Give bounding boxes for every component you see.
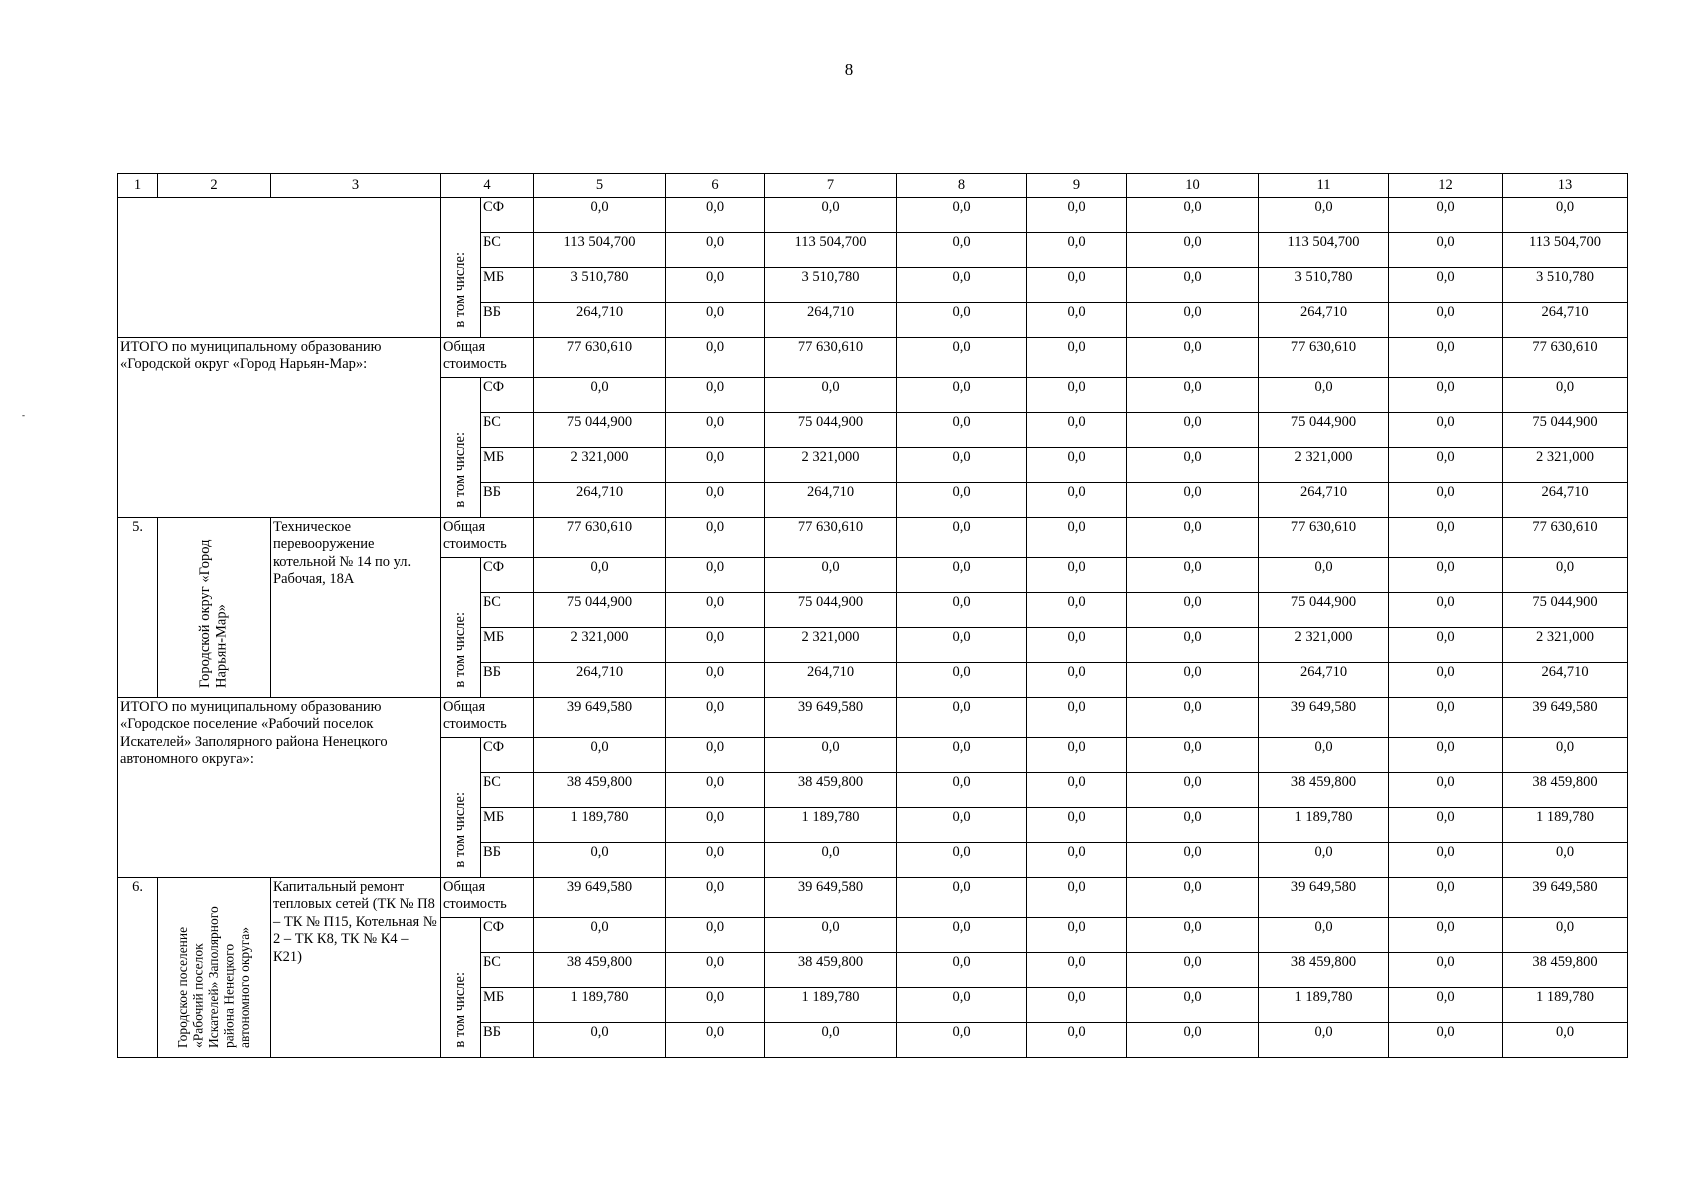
column-number: 8 (897, 174, 1027, 198)
value-cell: 0,0 (666, 1023, 765, 1058)
value-cell: 264,710 (534, 303, 666, 338)
value-cell: 0,0 (1389, 988, 1503, 1023)
fund-type: БС (481, 773, 534, 808)
value-cell: 0,0 (1127, 233, 1259, 268)
fund-type: СФ (481, 918, 534, 953)
value-cell: 0,0 (1127, 448, 1259, 483)
value-cell: 0,0 (1027, 663, 1127, 698)
value-cell: 0,0 (1027, 953, 1127, 988)
column-number: 1 (118, 174, 158, 198)
value-cell: 0,0 (897, 483, 1027, 518)
value-cell: 0,0 (1503, 558, 1628, 593)
value-cell: 75 044,900 (534, 413, 666, 448)
value-cell: 0,0 (1389, 1023, 1503, 1058)
value-cell: 0,0 (897, 988, 1027, 1023)
total-cost-row (118, 698, 1628, 738)
value-cell: 0,0 (1027, 448, 1127, 483)
value-cell: 0,0 (765, 738, 897, 773)
value-cell: 0,0 (666, 773, 765, 808)
total-cost-label: Общая стоимость (441, 698, 534, 738)
fund-type: СФ (481, 198, 534, 233)
value-cell: 0,0 (1389, 558, 1503, 593)
fund-type: ВБ (481, 303, 534, 338)
value-cell: 0,0 (897, 378, 1027, 413)
value-cell: 0,0 (1127, 1023, 1259, 1058)
value-cell: 39 649,580 (1259, 878, 1389, 918)
in-that-text: в том числе: (451, 972, 468, 1048)
value-cell: 0,0 (1127, 378, 1259, 413)
value-cell: 0,0 (897, 233, 1027, 268)
value-cell: 3 510,780 (534, 268, 666, 303)
total-cost-label: Общая стоимость (441, 518, 534, 558)
value-cell: 77 630,610 (1503, 518, 1628, 558)
value-cell: 0,0 (1389, 303, 1503, 338)
value-cell: 0,0 (1127, 558, 1259, 593)
value-cell: 0,0 (1259, 738, 1389, 773)
value-cell: 2 321,000 (1503, 448, 1628, 483)
value-cell: 0,0 (1389, 413, 1503, 448)
value-cell: 38 459,800 (765, 953, 897, 988)
value-cell: 0,0 (1127, 303, 1259, 338)
value-cell: 0,0 (1389, 843, 1503, 878)
column-number: 4 (441, 174, 534, 198)
value-cell: 0,0 (765, 198, 897, 233)
value-cell: 0,0 (666, 558, 765, 593)
value-cell: 3 510,780 (1503, 268, 1628, 303)
value-cell: 0,0 (897, 663, 1027, 698)
value-cell: 0,0 (1259, 1023, 1389, 1058)
value-cell: 75 044,900 (534, 593, 666, 628)
municipality-total-title: ИТОГО по муниципальному образованию «Городской округ «Город Нарьян-Мар»: (118, 338, 441, 518)
municipality-cell (158, 518, 271, 698)
value-cell: 0,0 (1027, 843, 1127, 878)
value-cell: 0,0 (666, 988, 765, 1023)
value-cell: 0,0 (897, 878, 1027, 918)
value-cell: 2 321,000 (765, 628, 897, 663)
value-cell: 0,0 (1389, 518, 1503, 558)
value-cell: 0,0 (765, 558, 897, 593)
value-cell: 0,0 (897, 198, 1027, 233)
value-cell: 1 189,780 (534, 988, 666, 1023)
value-cell: 39 649,580 (765, 698, 897, 738)
value-cell: 0,0 (1027, 483, 1127, 518)
value-cell: 75 044,900 (765, 593, 897, 628)
value-cell: 2 321,000 (534, 628, 666, 663)
value-cell: 0,0 (1127, 268, 1259, 303)
value-cell: 0,0 (534, 843, 666, 878)
value-cell: 0,0 (1389, 378, 1503, 413)
value-cell: 3 510,780 (765, 268, 897, 303)
value-cell: 0,0 (666, 953, 765, 988)
value-cell: 0,0 (1389, 918, 1503, 953)
value-cell: 0,0 (765, 378, 897, 413)
value-cell: 77 630,610 (1259, 518, 1389, 558)
column-number: 10 (1127, 174, 1259, 198)
value-cell: 0,0 (1127, 413, 1259, 448)
value-cell: 0,0 (1027, 698, 1127, 738)
value-cell: 0,0 (897, 338, 1027, 378)
funding-row (118, 198, 1628, 233)
value-cell: 0,0 (666, 628, 765, 663)
value-cell: 0,0 (1027, 198, 1127, 233)
value-cell: 0,0 (534, 738, 666, 773)
in-that-text: в том числе: (451, 432, 468, 508)
value-cell: 0,0 (666, 843, 765, 878)
value-cell: 1 189,780 (534, 808, 666, 843)
value-cell: 39 649,580 (1259, 698, 1389, 738)
value-cell: 38 459,800 (534, 953, 666, 988)
in-that-label (441, 558, 481, 698)
object-description: Техническое перевооружение котельной № 14 по ул. Рабочая, 18А (271, 518, 441, 698)
column-number: 11 (1259, 174, 1389, 198)
value-cell: 1 189,780 (765, 988, 897, 1023)
value-cell: 0,0 (897, 413, 1027, 448)
value-cell: 1 189,780 (765, 808, 897, 843)
fund-type: БС (481, 953, 534, 988)
value-cell: 264,710 (534, 483, 666, 518)
value-cell: 0,0 (1027, 338, 1127, 378)
column-number: 2 (158, 174, 271, 198)
value-cell: 0,0 (1503, 1023, 1628, 1058)
value-cell: 0,0 (1389, 953, 1503, 988)
value-cell: 0,0 (1127, 878, 1259, 918)
value-cell: 0,0 (1389, 448, 1503, 483)
fund-type: СФ (481, 378, 534, 413)
value-cell: 113 504,700 (765, 233, 897, 268)
value-cell: 0,0 (897, 303, 1027, 338)
column-number: 12 (1389, 174, 1503, 198)
value-cell: 1 189,780 (1259, 988, 1389, 1023)
total-cost-row (118, 518, 1628, 558)
fund-type: БС (481, 233, 534, 268)
value-cell: 0,0 (1027, 773, 1127, 808)
page-number: 8 (844, 60, 854, 79)
in-that-label (441, 738, 481, 878)
value-cell: 0,0 (1027, 808, 1127, 843)
value-cell: 264,710 (1503, 663, 1628, 698)
value-cell: 0,0 (666, 483, 765, 518)
fund-type: МБ (481, 448, 534, 483)
value-cell: 0,0 (1127, 198, 1259, 233)
value-cell: 0,0 (534, 1023, 666, 1058)
fund-type: ВБ (481, 483, 534, 518)
value-cell: 0,0 (666, 878, 765, 918)
column-number: 6 (666, 174, 765, 198)
value-cell: 0,0 (897, 773, 1027, 808)
value-cell: 0,0 (897, 1023, 1027, 1058)
value-cell: 77 630,610 (534, 338, 666, 378)
value-cell: 264,710 (534, 663, 666, 698)
value-cell: 0,0 (666, 268, 765, 303)
fund-type: СФ (481, 558, 534, 593)
column-number: 9 (1027, 174, 1127, 198)
value-cell: 0,0 (666, 413, 765, 448)
value-cell: 0,0 (1027, 1023, 1127, 1058)
value-cell: 0,0 (1259, 843, 1389, 878)
value-cell: 113 504,700 (1503, 233, 1628, 268)
value-cell: 75 044,900 (1503, 593, 1628, 628)
value-cell: 0,0 (666, 698, 765, 738)
value-cell: 0,0 (666, 518, 765, 558)
value-cell: 2 321,000 (534, 448, 666, 483)
column-number: 3 (271, 174, 441, 198)
value-cell: 39 649,580 (534, 878, 666, 918)
value-cell: 0,0 (1259, 198, 1389, 233)
value-cell: 39 649,580 (765, 878, 897, 918)
fund-type: ВБ (481, 663, 534, 698)
column-number: 5 (534, 174, 666, 198)
value-cell: 0,0 (1259, 918, 1389, 953)
value-cell: 0,0 (765, 843, 897, 878)
value-cell: 0,0 (666, 198, 765, 233)
in-that-text: в том числе: (451, 252, 468, 328)
total-cost-label: Общая стоимость (441, 878, 534, 918)
value-cell: 0,0 (1027, 738, 1127, 773)
value-cell: 77 630,610 (765, 338, 897, 378)
value-cell: 0,0 (897, 953, 1027, 988)
value-cell: 0,0 (1127, 738, 1259, 773)
column-number: 13 (1503, 174, 1628, 198)
value-cell: 1 189,780 (1259, 808, 1389, 843)
value-cell: 0,0 (1127, 953, 1259, 988)
value-cell: 264,710 (1259, 483, 1389, 518)
value-cell: 0,0 (666, 663, 765, 698)
value-cell: 0,0 (666, 303, 765, 338)
value-cell: 38 459,800 (1503, 953, 1628, 988)
value-cell: 38 459,800 (1259, 953, 1389, 988)
value-cell: 2 321,000 (1259, 448, 1389, 483)
value-cell: 0,0 (1027, 233, 1127, 268)
value-cell: 113 504,700 (534, 233, 666, 268)
value-cell: 0,0 (1027, 413, 1127, 448)
value-cell: 0,0 (1389, 198, 1503, 233)
value-cell: 0,0 (666, 808, 765, 843)
value-cell: 77 630,610 (765, 518, 897, 558)
fund-type: МБ (481, 628, 534, 663)
value-cell: 0,0 (1503, 843, 1628, 878)
funding-table (117, 173, 1628, 1058)
value-cell: 39 649,580 (1503, 878, 1628, 918)
value-cell: 264,710 (1503, 303, 1628, 338)
value-cell: 0,0 (897, 628, 1027, 663)
value-cell: 0,0 (1503, 918, 1628, 953)
fund-type: ВБ (481, 1023, 534, 1058)
value-cell: 0,0 (534, 558, 666, 593)
value-cell: 2 321,000 (765, 448, 897, 483)
value-cell: 0,0 (1503, 198, 1628, 233)
value-cell: 0,0 (1503, 738, 1628, 773)
value-cell: 0,0 (1389, 268, 1503, 303)
value-cell: 0,0 (1127, 338, 1259, 378)
value-cell: 0,0 (1389, 738, 1503, 773)
value-cell: 0,0 (1389, 808, 1503, 843)
value-cell: 264,710 (1503, 483, 1628, 518)
value-cell: 2 321,000 (1259, 628, 1389, 663)
item-number: 5. (118, 518, 158, 698)
value-cell: 0,0 (534, 378, 666, 413)
total-cost-row (118, 878, 1628, 918)
in-that-label (441, 378, 481, 518)
column-number: 7 (765, 174, 897, 198)
value-cell: 0,0 (1027, 303, 1127, 338)
value-cell: 0,0 (1027, 593, 1127, 628)
value-cell: 0,0 (897, 738, 1027, 773)
value-cell: 0,0 (1127, 773, 1259, 808)
value-cell: 39 649,580 (1503, 698, 1628, 738)
municipality-total-title: ИТОГО по муниципальному образованию «Городское поселение «Рабочий поселок Искателей» Заполярного района Ненецкого автономного округа»: (118, 698, 441, 878)
value-cell: 0,0 (1027, 268, 1127, 303)
value-cell: 0,0 (666, 233, 765, 268)
value-cell: 0,0 (1503, 378, 1628, 413)
in-that-label (441, 918, 481, 1058)
value-cell: 113 504,700 (1259, 233, 1389, 268)
fund-type: БС (481, 413, 534, 448)
value-cell: 0,0 (897, 558, 1027, 593)
value-cell: 38 459,800 (1503, 773, 1628, 808)
value-cell: 0,0 (666, 378, 765, 413)
value-cell: 0,0 (1027, 378, 1127, 413)
in-that-text: в том числе: (451, 792, 468, 868)
value-cell: 0,0 (1389, 338, 1503, 378)
value-cell: 0,0 (1027, 558, 1127, 593)
value-cell: 0,0 (1389, 773, 1503, 808)
value-cell: 75 044,900 (1259, 593, 1389, 628)
fund-type: МБ (481, 268, 534, 303)
value-cell: 0,0 (897, 808, 1027, 843)
in-that-label (441, 198, 481, 338)
value-cell: 0,0 (1027, 628, 1127, 663)
value-cell: 0,0 (765, 1023, 897, 1058)
value-cell: 0,0 (1259, 378, 1389, 413)
margin-mark: - (22, 410, 25, 420)
value-cell: 264,710 (765, 303, 897, 338)
item-number: 6. (118, 878, 158, 1058)
value-cell: 0,0 (897, 593, 1027, 628)
total-cost-label: Общая стоимость (441, 338, 534, 378)
value-cell: 0,0 (1127, 628, 1259, 663)
value-cell: 0,0 (666, 918, 765, 953)
object-description: Капитальный ремонт тепловых сетей (ТК № П8 – ТК № П15, Котельная № 2 – ТК К8, ТК № К4 – К21) (271, 878, 441, 1058)
value-cell: 0,0 (534, 918, 666, 953)
value-cell: 1 189,780 (1503, 988, 1628, 1023)
value-cell: 0,0 (897, 918, 1027, 953)
value-cell: 2 321,000 (1503, 628, 1628, 663)
value-cell: 264,710 (1259, 663, 1389, 698)
value-cell: 0,0 (666, 338, 765, 378)
value-cell: 264,710 (765, 483, 897, 518)
value-cell: 0,0 (1389, 663, 1503, 698)
value-cell: 0,0 (1027, 878, 1127, 918)
value-cell: 0,0 (1127, 518, 1259, 558)
value-cell: 0,0 (1127, 808, 1259, 843)
value-cell: 0,0 (1127, 843, 1259, 878)
municipality-name: Городское поселение «Рабочий поселок Искателей» Заполярного района Ненецкого автономного округа» (175, 905, 253, 1048)
value-cell: 0,0 (534, 198, 666, 233)
value-cell: 38 459,800 (534, 773, 666, 808)
value-cell: 77 630,610 (1259, 338, 1389, 378)
fund-type: БС (481, 593, 534, 628)
value-cell: 0,0 (1127, 698, 1259, 738)
value-cell: 77 630,610 (534, 518, 666, 558)
value-cell: 0,0 (897, 518, 1027, 558)
value-cell: 0,0 (666, 738, 765, 773)
value-cell: 0,0 (1027, 918, 1127, 953)
value-cell: 0,0 (1127, 483, 1259, 518)
value-cell: 0,0 (1127, 663, 1259, 698)
fund-type: МБ (481, 988, 534, 1023)
fund-type: ВБ (481, 843, 534, 878)
value-cell: 0,0 (1027, 988, 1127, 1023)
municipality-name: Городской округ «Город Нарьян-Мар» (197, 539, 230, 688)
value-cell: 0,0 (1389, 233, 1503, 268)
value-cell: 0,0 (1389, 878, 1503, 918)
value-cell: 39 649,580 (534, 698, 666, 738)
value-cell: 0,0 (1027, 518, 1127, 558)
fund-type: МБ (481, 808, 534, 843)
value-cell: 0,0 (1127, 988, 1259, 1023)
value-cell: 0,0 (765, 918, 897, 953)
value-cell: 38 459,800 (765, 773, 897, 808)
in-that-text: в том числе: (451, 612, 468, 688)
value-cell: 0,0 (1389, 593, 1503, 628)
value-cell: 77 630,610 (1503, 338, 1628, 378)
value-cell: 38 459,800 (1259, 773, 1389, 808)
value-cell: 75 044,900 (765, 413, 897, 448)
value-cell: 0,0 (1389, 698, 1503, 738)
value-cell: 0,0 (1127, 593, 1259, 628)
value-cell: 0,0 (897, 268, 1027, 303)
value-cell: 0,0 (897, 698, 1027, 738)
value-cell: 0,0 (666, 593, 765, 628)
value-cell: 0,0 (897, 843, 1027, 878)
continued-label-cell (118, 198, 441, 338)
value-cell: 0,0 (1127, 918, 1259, 953)
value-cell: 0,0 (1389, 628, 1503, 663)
total-cost-row (118, 338, 1628, 378)
municipality-cell (158, 878, 271, 1058)
value-cell: 0,0 (666, 448, 765, 483)
value-cell: 0,0 (1259, 558, 1389, 593)
value-cell: 264,710 (765, 663, 897, 698)
value-cell: 75 044,900 (1259, 413, 1389, 448)
value-cell: 0,0 (897, 448, 1027, 483)
fund-type: СФ (481, 738, 534, 773)
value-cell: 0,0 (1389, 483, 1503, 518)
value-cell: 1 189,780 (1503, 808, 1628, 843)
column-number-row (118, 174, 1628, 198)
value-cell: 3 510,780 (1259, 268, 1389, 303)
value-cell: 264,710 (1259, 303, 1389, 338)
value-cell: 75 044,900 (1503, 413, 1628, 448)
